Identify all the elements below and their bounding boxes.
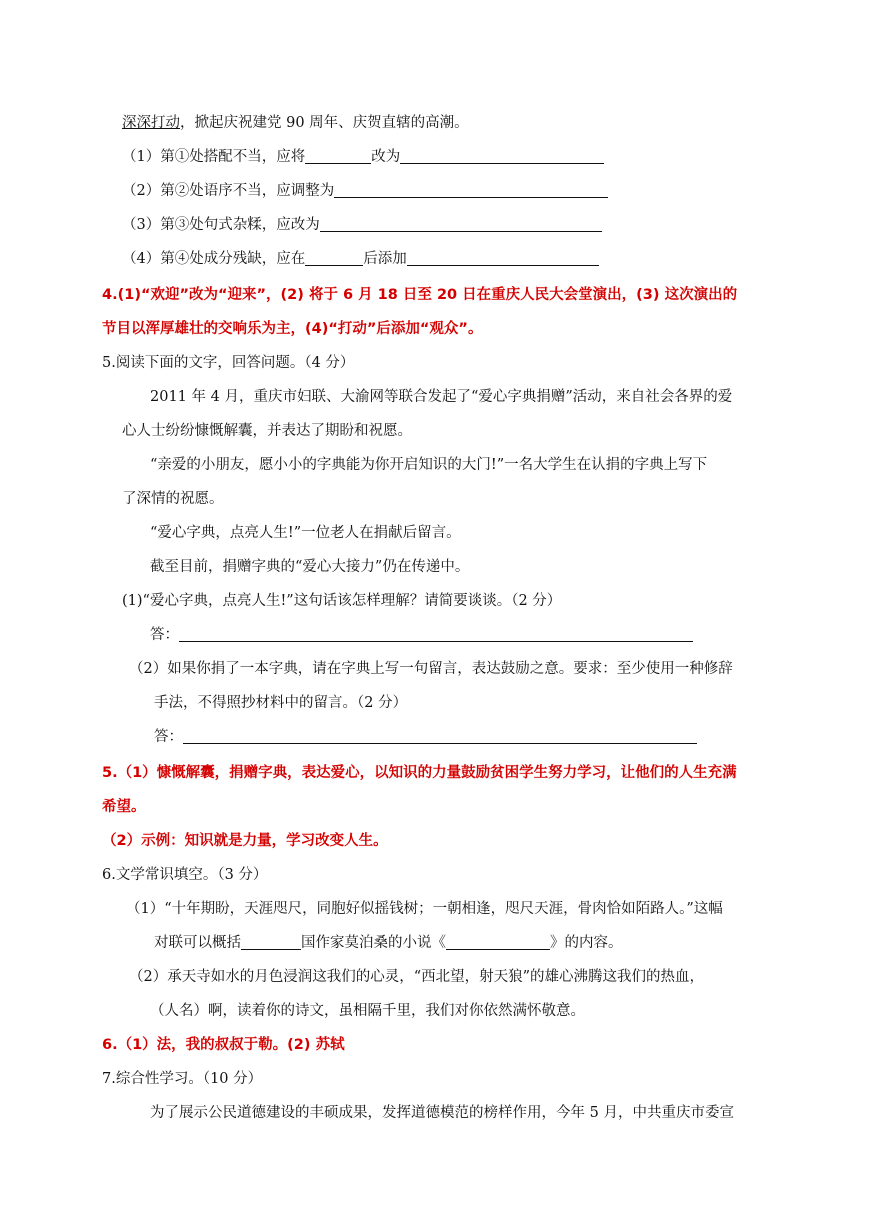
answer-label: 答： bbox=[154, 729, 183, 745]
answer-5-line-2: 希望。 bbox=[102, 799, 146, 815]
q4-item-3-text: （3）第③处句式杂糅，应改为 bbox=[122, 217, 320, 233]
q5-title: 5.阅读下面的文字，回答问题。（4 分） bbox=[102, 355, 355, 371]
answer-blank[interactable] bbox=[400, 147, 604, 164]
answer-blank[interactable] bbox=[446, 933, 550, 950]
q4-item-2 bbox=[122, 181, 608, 201]
q7-title: 7.综合性学习。（10 分） bbox=[102, 1071, 263, 1087]
q6-sub-1b-mid: 国作家莫泊桑的小说《 bbox=[301, 935, 446, 951]
answer-label: 答： bbox=[150, 627, 179, 643]
q6-sub-2a: （2）承天寺如水的月色浸润这我们的心灵，“西北望，射天狼”的雄心沸腾这我们的热血， bbox=[129, 969, 705, 985]
answer-blank[interactable] bbox=[305, 249, 363, 266]
answer-4-line-1: 4.(1)“欢迎”改为“迎来”，(2) 将于 6 月 18 日至 20 日在重庆人民大会堂演出，(3) 这次演出的 bbox=[102, 287, 738, 303]
q4-item-1 bbox=[122, 147, 604, 167]
q5-paragraph-2b: 了深情的祝愿。 bbox=[122, 491, 224, 507]
q5-sub-question-2b: 手法，不得照抄材料中的留言。（2 分） bbox=[154, 695, 408, 711]
q4-item-1-text: （1）第①处搭配不当，应将 bbox=[122, 149, 306, 165]
answer-5-line-3: （2）示例：知识就是力量，学习改变人生。 bbox=[102, 833, 388, 849]
q5-paragraph-1a: 2011 年 4 月，重庆市妇联、大渝网等联合发起了“爱心字典捐赠”活动，来自社会各界的爱 bbox=[150, 389, 733, 405]
answer-4-line-2: 节目以浑厚雄壮的交响乐为主，(4)“打动”后添加“观众”。 bbox=[102, 321, 483, 337]
q5-answer-line-1 bbox=[150, 625, 693, 645]
q6-title: 6.文学常识填空。（3 分） bbox=[102, 867, 268, 883]
answer-blank[interactable] bbox=[305, 147, 371, 164]
q4-item-4 bbox=[122, 249, 599, 269]
q6-sub-1b-pre: 对联可以概括 bbox=[154, 935, 241, 951]
answer-5-line-1: 5.（1）慷慨解囊，捐赠字典，表达爱心，以知识的力量鼓励贫困学生努力学习，让他们的人生充满 bbox=[102, 765, 737, 781]
q5-paragraph-2a: “亲爱的小朋友，愿小小的字典能为你开启知识的大门!”一名大学生在认捐的字典上写下 bbox=[150, 457, 708, 473]
q4-item-2-text: （2）第②处语序不当，应调整为 bbox=[122, 183, 335, 199]
q5-paragraph-4: 截至目前，捐赠字典的“爱心大接力”仍在传递中。 bbox=[150, 559, 470, 575]
answer-blank[interactable] bbox=[183, 727, 697, 744]
q5-sub-question-1: (1)“爱心字典，点亮人生!”这句话该怎样理解？请简要谈谈。（2 分） bbox=[122, 593, 562, 609]
answer-blank[interactable] bbox=[407, 249, 599, 266]
q6-sub-2b: （人名）啊，读着你的诗文，虽相隔千里，我们对你依然满怀敬意。 bbox=[150, 1003, 585, 1019]
q4-tail-line bbox=[122, 113, 469, 133]
answer-blank[interactable] bbox=[179, 625, 693, 642]
q6-sub-1b-post: 》的内容。 bbox=[550, 935, 623, 951]
q4-tail-text: ，掀起庆祝建党 90 周年、庆贺直辖的高潮。 bbox=[180, 115, 469, 131]
q4-item-4-text-b: 后添加 bbox=[363, 251, 407, 267]
q4-item-4-text: （4）第④处成分残缺，应在 bbox=[122, 251, 306, 267]
q6-sub-1a: （1）“十年期盼，天涯咫尺，同胞好似摇钱树；一朝相逢，咫尺天涯，骨肉恰如陌路人。”这幅 bbox=[126, 901, 723, 917]
q7-paragraph-1: 为了展示公民道德建设的丰硕成果，发挥道德模范的榜样作用，今年 5 月，中共重庆市委宣 bbox=[150, 1105, 734, 1121]
underlined-phrase: 深深打动 bbox=[122, 115, 180, 131]
answer-6: 6.（1）法，我的叔叔于勒。(2) 苏轼 bbox=[102, 1037, 345, 1053]
q4-item-1-text-b: 改为 bbox=[371, 149, 401, 165]
q6-sub-1b bbox=[154, 933, 623, 953]
q5-sub-question-2a: （2）如果你捐了一本字典，请在字典上写一句留言，表达鼓励之意。要求：至少使用一种修辞 bbox=[129, 661, 733, 677]
q5-paragraph-1b: 心人士纷纷慷慨解囊，并表达了期盼和祝愿。 bbox=[122, 423, 412, 439]
answer-blank[interactable] bbox=[320, 215, 602, 232]
q5-answer-line-2 bbox=[154, 727, 697, 747]
q5-paragraph-3: “爱心字典，点亮人生!”一位老人在捐献后留言。 bbox=[150, 525, 461, 541]
answer-blank[interactable] bbox=[334, 181, 608, 198]
q4-item-3 bbox=[122, 215, 602, 235]
answer-blank[interactable] bbox=[241, 933, 301, 950]
